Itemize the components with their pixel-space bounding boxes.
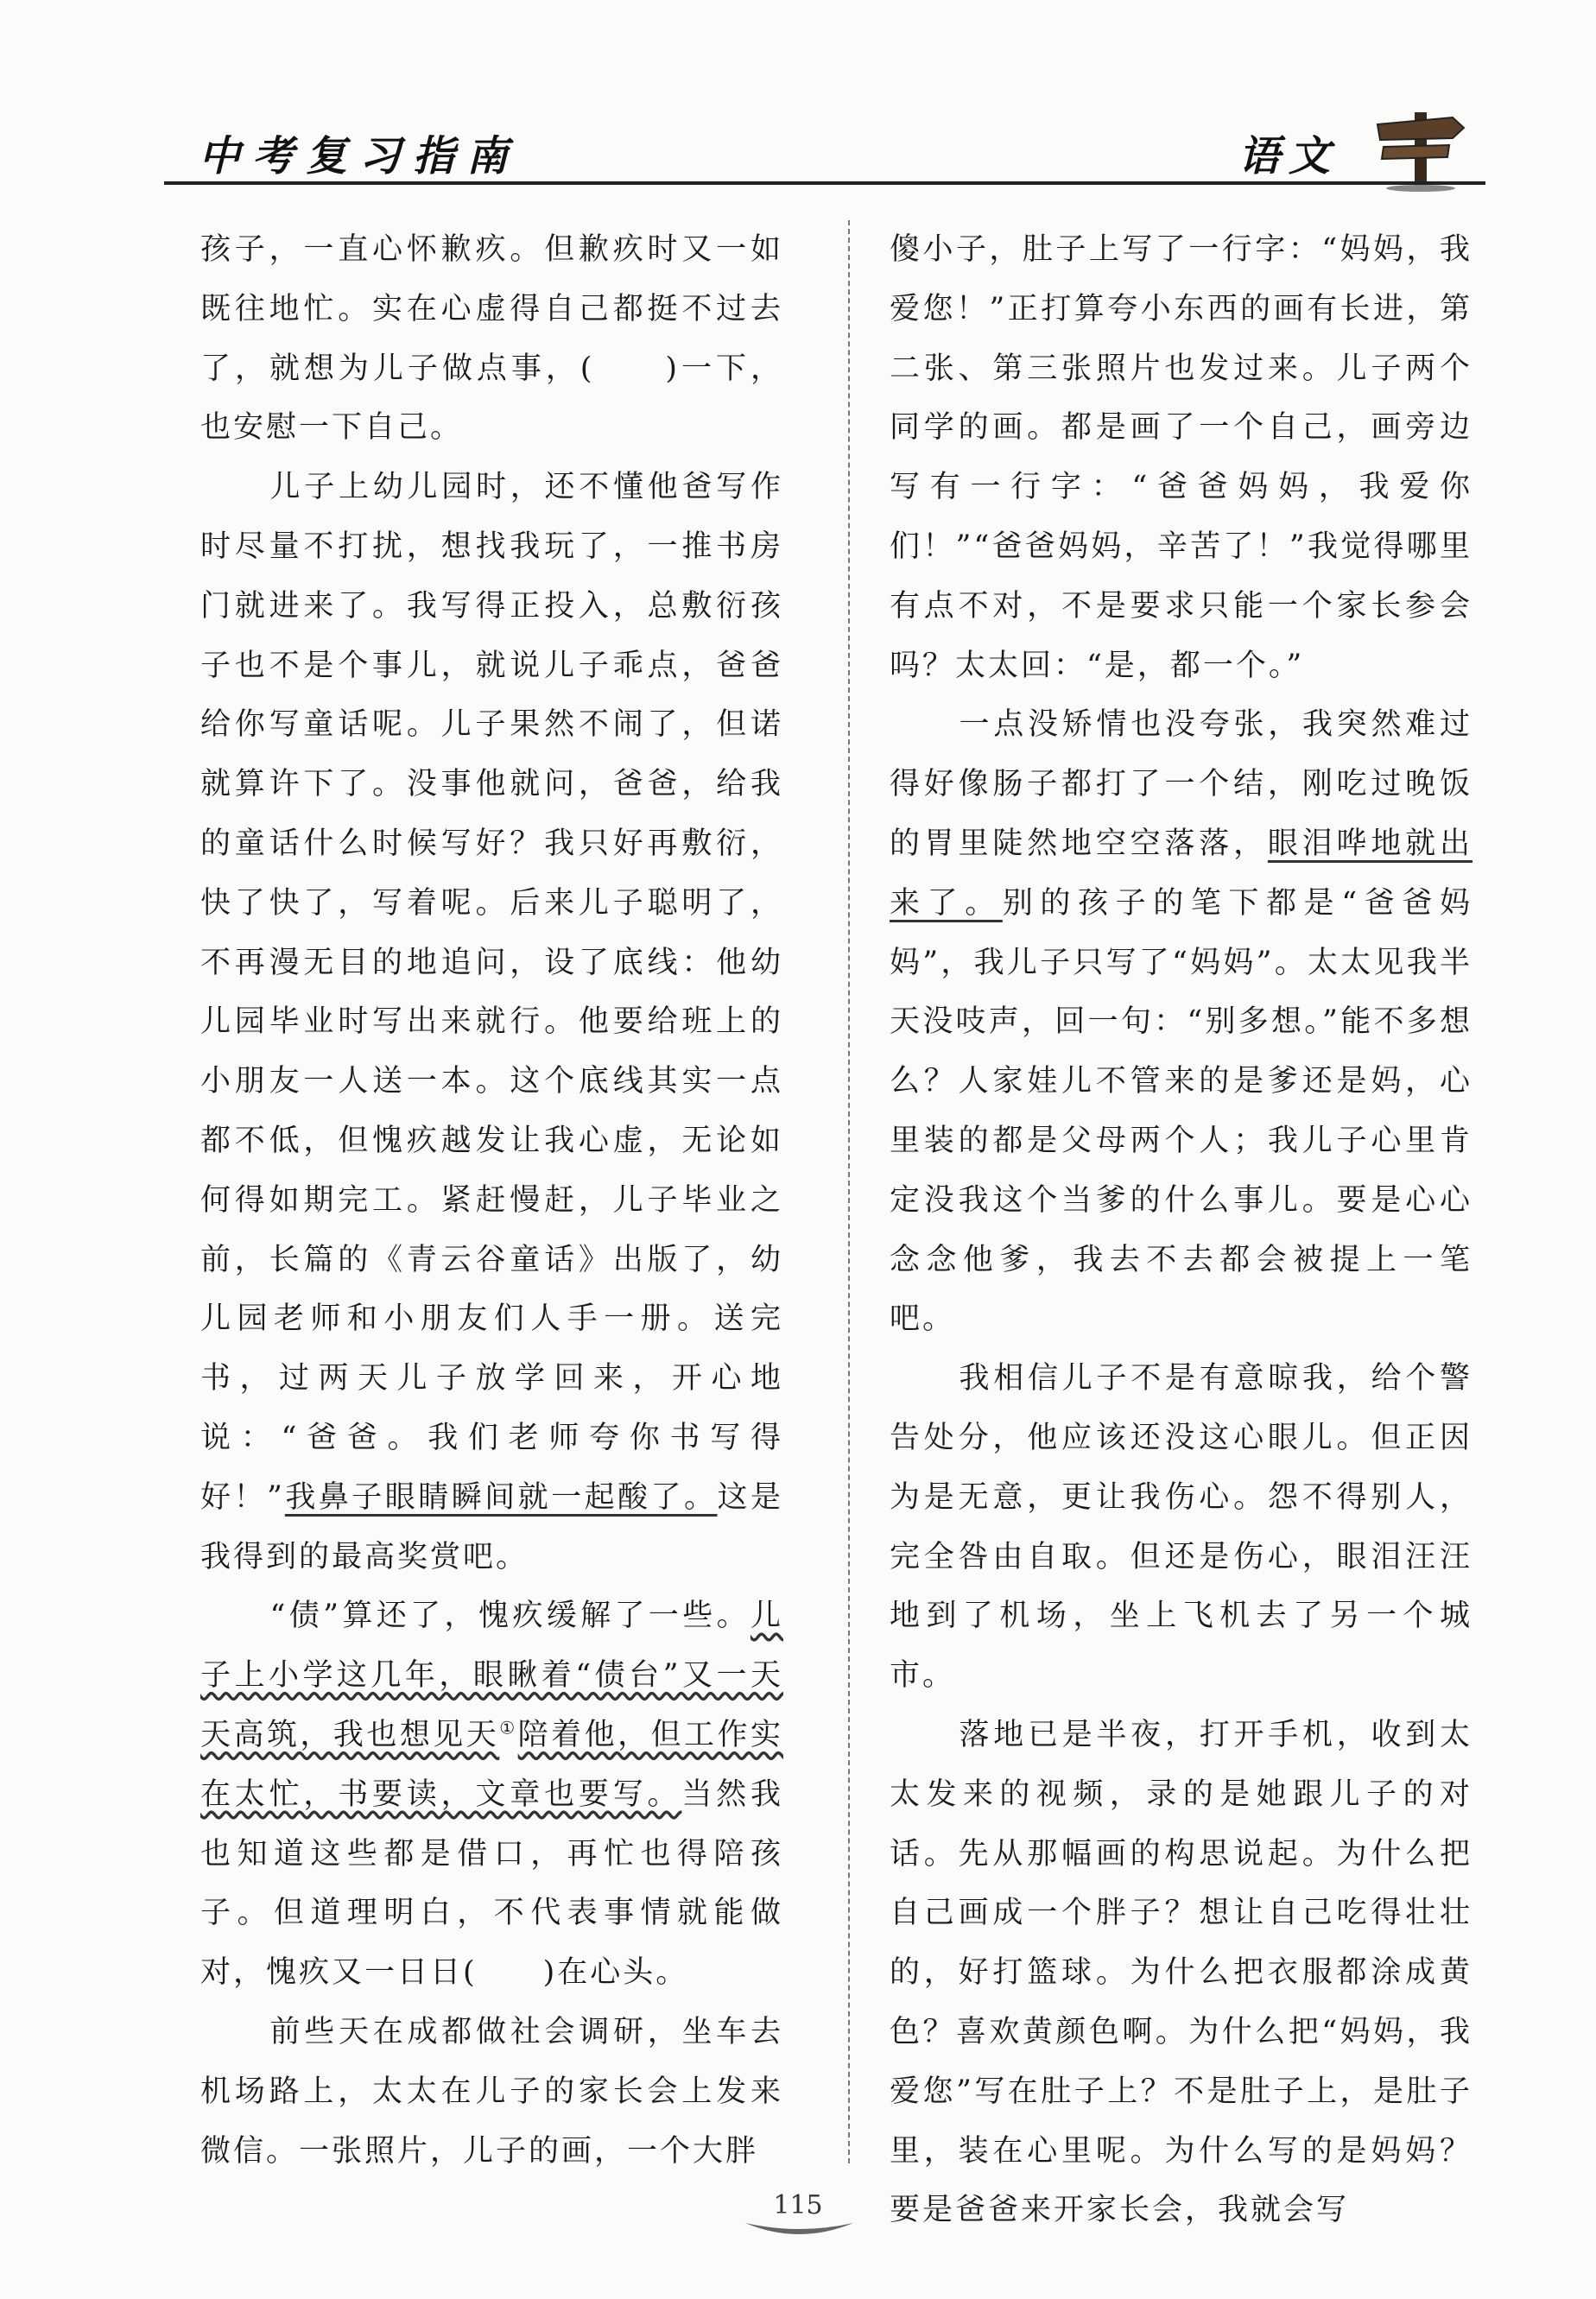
page-header xyxy=(164,112,1485,190)
footnote-marker: ① xyxy=(499,1717,518,1738)
left-column xyxy=(200,220,783,2181)
paragraph: 傻小子，肚子上写了一行字：“妈妈，我爱您！”正打算夸小东西的画有长进，第二张、第三张照片也发过来。儿子两个同学的画。都是画了一个自己，画旁边写有一行字：“爸爸妈妈，我爱你们！”“爸爸妈妈，辛苦了！”我觉得哪里有点不对，不是要求只能一个家长参会吗？太太回：“是，都一个。” xyxy=(890,232,1472,683)
text-span: 当然我也知道这些都是借口，再忙也得陪孩子。但道理明白，不代表事情就能做对，愧疚又一日日( )在心头。 xyxy=(200,1776,783,1991)
text-span: 这是我得到的最高奖赏吧。 xyxy=(200,1479,783,1574)
right-column xyxy=(890,220,1472,2240)
underlined-sentence: 我鼻子眼睛瞬间就一起酸了。 xyxy=(284,1479,718,1515)
signpost-icon xyxy=(1373,105,1468,192)
paragraph: 我相信儿子不是有意晾我，给个警告处分，他应该还没这心眼儿。但正因为是无意，更让我伤心。怨不得别人，完全咎由自取。但还是伤心，眼泪汪汪地到了机场，坐上飞机去了另一个城市。 xyxy=(890,1361,1472,1694)
header-rule xyxy=(164,181,1485,185)
paragraph: 落地已是半夜，打开手机，收到太太发来的视频，录的是她跟儿子的对话。先从那幅画的构思说起。为什么把自己画成一个胖子？想让自己吃得壮壮的，好打篮球。为什么把衣服都涂成黄色？喜欢黄颜色啊。为什么把“妈妈，我爱您”写在肚子上？不是肚子上，是肚子里，装在心里呢。为什么写的是妈妈？要是爸爸来开家长会，我就会写 xyxy=(890,1717,1472,2228)
paragraph xyxy=(890,695,1472,1349)
page-number-ornament xyxy=(741,2216,858,2242)
paragraph: 孩子，一直心怀歉疚。但歉疚时又一如既往地忙。实在心虚得自己都挺不过去了，就想为儿子做点事，( )一下，也安慰一下自己。 xyxy=(200,232,783,446)
wavy-underlined-sentence: 儿子上小学这几年，眼瞅着“债台”又一天天高筑，我也想见天 xyxy=(200,1599,783,1752)
text-span: 别的孩子的笔下都是“爸爸妈妈”，我儿子只写了“妈妈”。太太见我半天没吱声，回一句：“别多想。”能不多想么？人家娃儿不管来的是爹还是妈，心里装的都是父母两个人；我儿子心里肯定没我这个当爹的什么事儿。要是心心念念他爹，我去不去都会被提上一笔吧。 xyxy=(890,885,1472,1337)
subject-title: 语文 xyxy=(1238,132,1339,180)
paragraph xyxy=(200,1586,783,2003)
paragraph: 前些天在成都做社会调研，坐车去机场路上，太太在儿子的家长会上发来微信。一张照片，儿子的画，一个大胖 xyxy=(200,2014,783,2169)
underlined-sentence: 眼泪哗地就出来了。 xyxy=(890,826,1472,921)
book-title: 中考复习指南 xyxy=(199,132,521,180)
paragraph xyxy=(200,458,783,1586)
text-span: “债”算还了，愧疚缓解了一些。 xyxy=(269,1599,750,1634)
text-span: 儿子上幼儿园时，还不懂他爸写作时尽量不打扰，想找我玩了，一推书房门就进来了。我写得正投入，总敷衍孩子也不是个事儿，就说儿子乖点，爸爸给你写童话呢。儿子果然不闹了，但诺就算许下了。没事他就问，爸爸，给我的童话什么时候写好？我只好再敷衍，快了快了，写着呢。后来儿子聪明了，不再漫无目的地追问，设了底线：他幼儿园毕业时写出来就行。他要给班上的小朋友一人送一本。这个底线其实一点都不低，但愧疚越发让我心虚，无论如何得如期完工。紧赶慢赶，儿子毕业之前，长篇的《青云谷童话》出版了，幼儿园老师和小朋友们人手一册。送完书，过两天儿子放学回来，开心地说：“爸爸。我们老师夸你书写得好！” xyxy=(200,470,783,1515)
wavy-underlined-sentence: 陪着他，但工作实在太忙，书要读，文章也要写。 xyxy=(200,1717,783,1812)
column-divider xyxy=(848,220,850,2163)
text-span: 一点没矫情也没夸张，我突然难过得好像肠子都打了一个结，刚吃过晚饭的胃里陡然地空空落落， xyxy=(890,707,1472,861)
page-number: 115 xyxy=(773,2190,823,2220)
